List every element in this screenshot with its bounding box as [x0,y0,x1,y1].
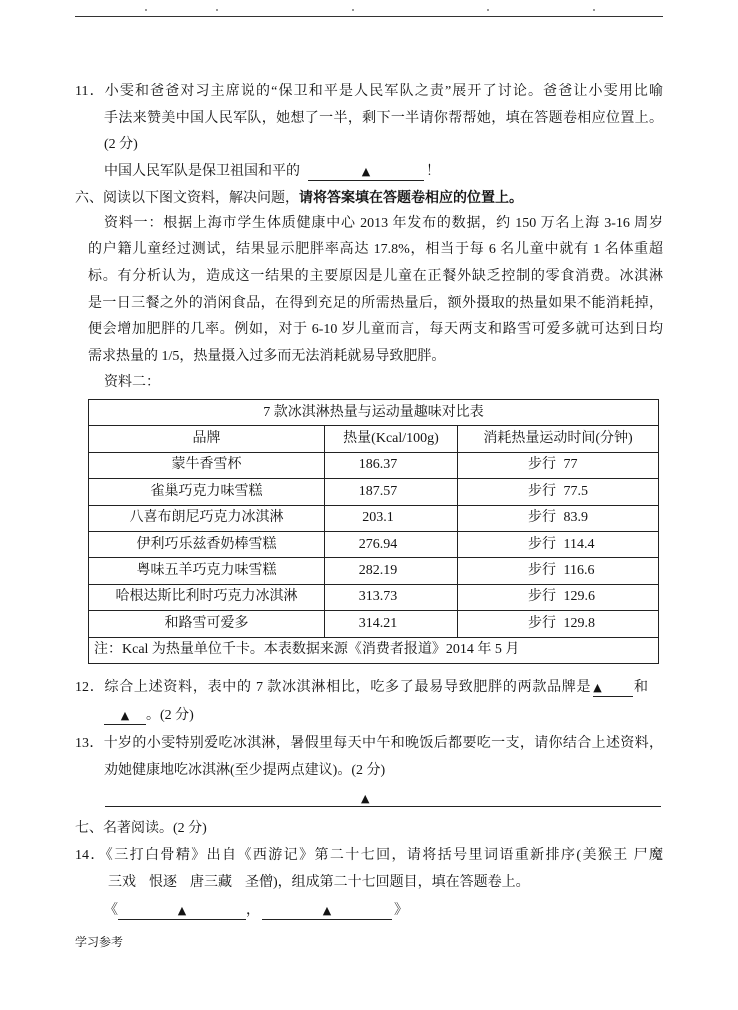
brand-cell: 伊利巧乐兹香奶棒雪糕 [89,531,325,557]
table-title: 7 款冰淇淋热量与运动量趣味对比表 [89,400,659,426]
table-title-row [89,400,659,426]
brand-cell: 八喜布朗尼巧克力冰淇淋 [89,505,325,531]
calories-cell: 186.37 [325,452,458,478]
q12-text: 12．综合上述资料，表中的 7 款冰淇淋相比，吃多了最易导致肥胖的两款品牌是 [75,680,592,695]
calories-cell: 313.73 [325,584,458,610]
brand-cell: 和路雪可爱多 [89,611,325,637]
brand-cell: 蒙牛香雪杯 [89,452,325,478]
q13-answer-line [105,792,661,807]
calories-cell: 203.1 [325,505,458,531]
column-header-calories: 热量(Kcal/100g) [325,426,458,452]
q12-answer-blank-1: ▲ [593,680,633,697]
table-row [89,479,659,505]
column-header-brand: 品牌 [89,426,325,452]
table-note-row [89,637,659,663]
q11-answer-suffix: ！ [426,164,440,179]
exercise-cell: 步行 116.6 [458,558,659,584]
exercise-cell: 步行 77.5 [458,479,659,505]
q12-conjunction: 和 [633,680,649,695]
material1-line: 标。有分析认为，造成这一结果的主要原因是儿童在正餐外缺乏控制的零食消费。冰淇淋 [88,269,663,284]
table-note: 注：Kcal 为热量单位千卡。本表数据来源《消费者报道》2014 年 5 月 [89,637,659,663]
q12-line-1 [75,678,648,698]
q14-line-1: 14．《三打白骨精》出自《西游记》第二十七回，请将括号里词语重新排序(美猴王 尸魔 [75,848,663,863]
material1-line: 的户籍儿童经过测试，结果显示肥胖率高达 17.8%，相当于每 6 名儿童中就有 1 名体重超 [88,242,663,257]
exercise-cell: 步行 83.9 [458,505,659,531]
section7-heading: 七、名著阅读。(2 分) [75,821,207,836]
q14-line-2: 三戏 恨逐 唐三藏 圣僧)，组成第二十七回题目，填在答题卷上。 [108,875,530,890]
table-row [89,505,659,531]
table-header-row [89,426,659,452]
calorie-comparison-table [88,399,659,664]
header-dot [487,9,489,11]
q12-ending: 。(2 分) [146,708,194,723]
brand-cell: 雀巢巧克力味雪糕 [89,479,325,505]
q11-line-1: 11．小雯和爸爸对习主席说的“保卫和平是人民军队之责”展开了讨论。爸爸让小雯用比喻 [75,84,663,99]
section6-heading-emphasis: 请将答案填在答题卷相应的位置上。 [299,191,523,206]
q12-line-2 [104,706,194,726]
header-rule [75,16,663,17]
table-row [89,531,659,557]
q13-line-2: 劝她健康地吃冰淇淋(至少提两点建议)。(2 分) [104,763,386,778]
exercise-cell: 步行 77 [458,452,659,478]
q12-answer-blank-2: ▲ [104,708,146,725]
table-row [89,584,659,610]
q14-open-bracket: 《 [104,903,118,918]
table-row [89,558,659,584]
exercise-cell: 步行 129.8 [458,611,659,637]
material1-line: 资料一：根据上海市学生体质健康中心 2013 年发布的数据，约 150 万名上海 3-16 周岁 [104,216,663,231]
q14-answer-blank-1: ▲ [118,903,246,920]
exercise-cell: 步行 129.6 [458,584,659,610]
q14-close-bracket: 》 [394,903,408,918]
calories-cell: 314.21 [325,611,458,637]
q11-answer-line [104,162,440,182]
q14-separator: ， [246,903,260,918]
section6-heading-text: 六、阅读以下图文资料，解决问题， [75,191,299,206]
q13-line-1: 13．十岁的小雯特别爱吃冰淇淋，暑假里每天中午和晚饭后都要吃一支，请你结合上述资料， [75,736,663,751]
header-dot [593,9,595,11]
material1-line: 是一日三餐之外的消闲食品，在得到充足的所需热量后，额外摄取的热量如果不能消耗掉， [88,296,663,311]
q11-answer-prefix: 中国人民军队是保卫祖国和平的 [104,164,300,179]
page-footer: 学习参考 [75,935,124,949]
q14-answer-line [104,901,408,921]
header-dot [216,9,218,11]
calories-cell: 282.19 [325,558,458,584]
header-dot [352,9,354,11]
column-header-exercise-time: 消耗热量运动时间(分钟) [458,426,659,452]
header-dot [145,9,147,11]
calories-cell: 187.57 [325,479,458,505]
q11-score: (2 分) [104,137,138,152]
material1-line: 需求热量的 1/5，热量摄入过多而无法消耗就易导致肥胖。 [88,349,446,364]
material1-line: 便会增加肥胖的几率。例如，对于 6-10 岁儿童而言，每天两支和路雪可爱多就可达到日均 [88,322,663,337]
exercise-cell: 步行 114.4 [458,531,659,557]
brand-cell: 粤味五羊巧克力味雪糕 [89,558,325,584]
table-row [89,611,659,637]
q14-answer-blank-2: ▲ [262,903,392,920]
q11-line-2: 手法来赞美中国人民军队，她想了一半，剩下一半请你帮帮她，填在答题卷相应位置上。 [104,111,663,126]
q11-answer-blank: ▲ [308,164,424,181]
brand-cell: 哈根达斯比利时巧克力冰淇淋 [89,584,325,610]
calories-cell: 276.94 [325,531,458,557]
material2-label: 资料二： [104,375,160,390]
section6-heading [75,189,523,209]
table-row [89,452,659,478]
q13-answer-mark: ▲ [361,792,370,805]
